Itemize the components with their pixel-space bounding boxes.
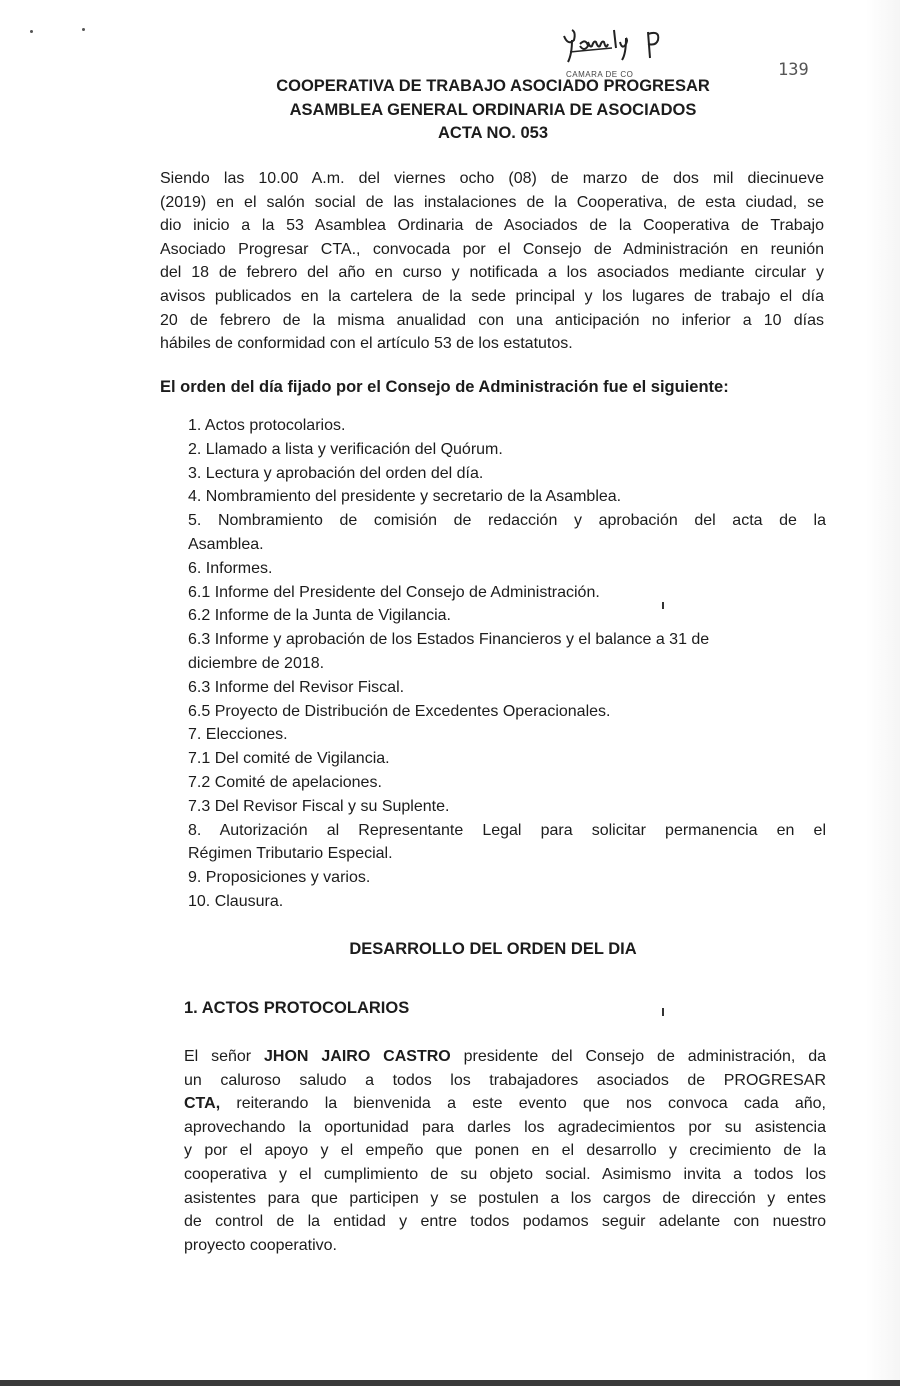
agenda-item: 7. Elecciones. [188,726,288,744]
body-line: y por el apoyo y el empeño que ponen en el desarrollo y crecimiento de la [184,1142,826,1160]
agenda-item: 5. Nombramiento de comisión de redacción y aprobación del acta de la [188,512,826,530]
intro-line: 20 de febrero de la misma anualidad con una anticipación no inferior a 10 días [160,311,824,329]
handwritten-signature [560,22,690,68]
agenda-item: 7.1 Del comité de Vigilancia. [188,750,390,768]
agenda-item: 3. Lectura y aprobación del orden del día. [188,464,484,482]
scan-speck [30,30,33,33]
agenda-item: 6.5 Proyecto de Distribución de Excedentes Operacionales. [188,702,611,720]
body-line: aprovechando la oportunidad para darles los agradecimientos por su asistencia [184,1118,826,1136]
title-line-1: COOPERATIVA DE TRABAJO ASOCIADO PROGRESAR [276,77,710,95]
body-line [184,1092,826,1116]
intro-line: (2019) en el salón social de las instalaciones de la Cooperativa, de esta ciudad, se [160,193,824,211]
agenda-list [188,414,826,914]
body-line: un caluroso saludo a todos los trabajadores asociados de PROGRESAR [184,1071,826,1089]
agenda-item: 2. Llamado a lista y verificación del Quórum. [188,440,503,458]
section-heading: DESARROLLO DEL ORDEN DEL DIA [349,940,637,958]
agenda-heading: El orden del día fijado por el Consejo de Administración fue el siguiente: [160,378,729,396]
body-text: El señor [184,1048,265,1065]
body-line: de control de la entidad y entre todos podamos seguir adelante con nuestro [184,1213,826,1231]
agenda-item: 6.2 Informe de la Junta de Vigilancia. [188,607,451,625]
scan-mark [662,602,664,609]
body-paragraph [184,1045,826,1257]
agenda-item: 1. Actos protocolarios. [188,417,346,434]
page-number: 139 [778,60,809,80]
body-line: cooperativa y el cumplimiento de su objeto social. Asimismo invita a todos los [184,1165,826,1183]
title-line-2: ASAMBLEA GENERAL ORDINARIA DE ASOCIADOS [289,101,697,119]
agenda-item: 7.2 Comité de apelaciones. [188,773,382,791]
agenda-item: diciembre de 2018. [188,654,325,672]
body-line: asistentes para que participen y se postulen a los cargos de dirección y entes [184,1189,826,1207]
scan-speck [82,28,85,31]
intro-line: del 18 de febrero del año en curso y notificada a los asociados mediante circular y [160,264,824,282]
subsection-heading: 1. ACTOS PROTOCOLARIOS [184,999,410,1017]
agenda-item: Asamblea. [188,535,264,553]
agenda-item: 10. Clausura. [188,892,284,910]
agenda-item: 7.3 Del Revisor Fiscal y su Suplente. [188,797,450,815]
org-name: CTA, [184,1095,221,1113]
title-line-3: ACTA NO. 053 [437,124,549,142]
intro-line: dio inicio a la 53 Asamblea Ordinaria de Asociados de la Cooperativa de Trabajo [160,217,824,235]
intro-paragraph [160,167,824,356]
scan-shadow [866,0,900,1386]
intro-line: avisos publicados en la cartelera de la sede principal y los lugares de trabajo el día [160,287,824,305]
agenda-item: 8. Autorización al Representante Legal para solicitar permanencia en el [188,821,826,839]
stamp-text: CAMARA DE CO [566,70,634,79]
intro-line: Siendo las 10.00 A.m. del viernes ocho (08) de marzo de dos mil diecinueve [160,170,824,187]
agenda-item: 6.1 Informe del Presidente del Consejo de Administración. [188,583,600,601]
agenda-item: 9. Proposiciones y varios. [188,869,371,887]
intro-line: hábiles de conformidad con el artículo 53 de los estatutos. [160,335,573,353]
person-name: JHON JAIRO CASTRO [264,1048,451,1065]
body-line [184,1045,826,1069]
body-line: proyecto cooperativo. [184,1236,337,1254]
agenda-item: 6.3 Informe y aprobación de los Estados Financieros y el balance a 31 de [188,631,710,649]
body-text: reiterando la bienvenida a este evento que nos convoca cada año, [220,1095,826,1113]
agenda-item: 6.3 Informe del Revisor Fiscal. [188,678,405,696]
agenda-item: 4. Nombramiento del presidente y secretario de la Asamblea. [188,488,622,506]
intro-line: Asociado Progresar CTA., convocada por el Consejo de Administración en reunión [160,240,824,258]
agenda-item: Régimen Tributario Especial. [188,845,393,863]
scan-mark [662,1008,664,1016]
scan-bottom-edge [0,1380,900,1386]
agenda-item: 6. Informes. [188,559,273,577]
body-text: presidente del Consejo de administración, da [450,1048,827,1065]
